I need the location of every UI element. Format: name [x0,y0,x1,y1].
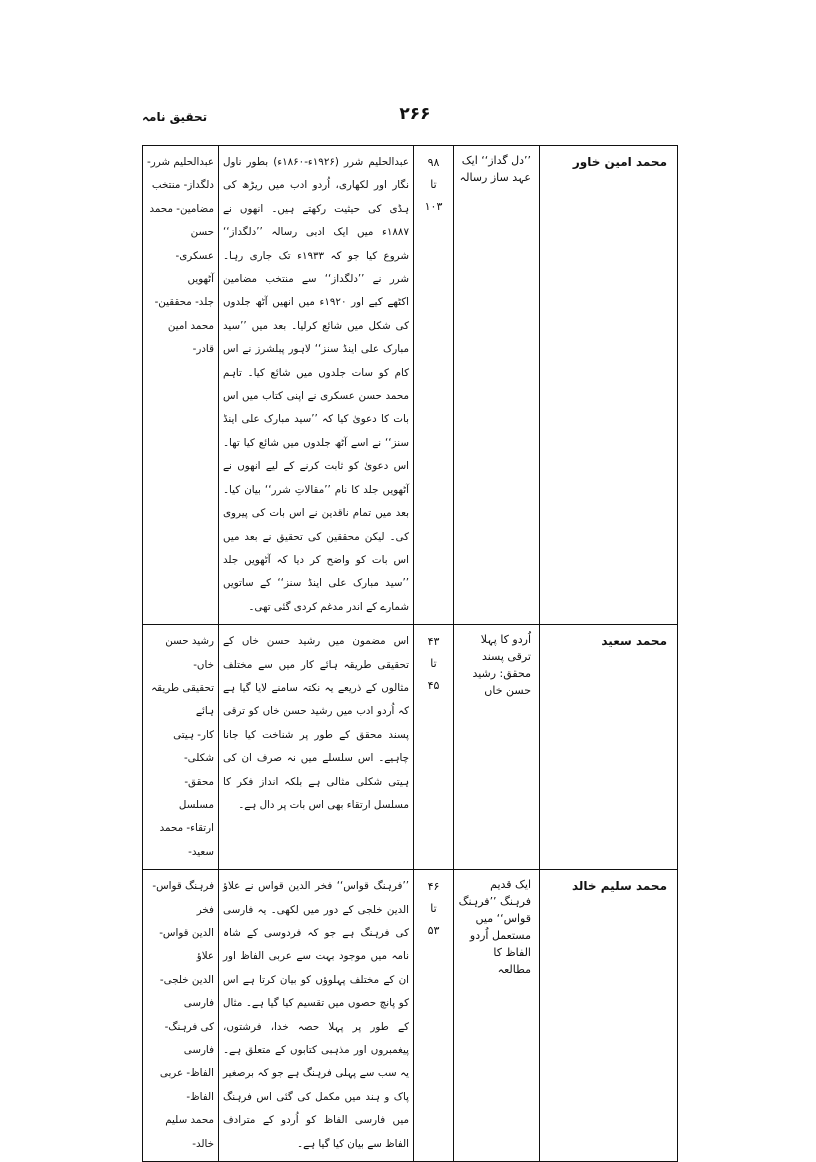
keyword-line: الدین قواس- علاؤ [159,927,214,963]
keyword-line: ارتقاء- محمد سعید- [159,822,214,858]
summary-cell: اس مضمون میں رشید حسن خاں کے تحقیقی طریقہ ہائے کار میں سے مختلف مثالوں کے ذریعے یہ نکتہ سامنے لایا گیا ہے کہ اُردو ادب میں رشید حسن خاں کو ترقی پسند محقق کے طور پر شناخت کیا جانا چاہیے۔ اس سلسلے میں نہ صرف ان کی ہیتی شکلی مثالی ہے بلکہ انداز فکر کا مسلسل ارتقاء بھی اس بات پر دال ہے۔ [219,625,414,870]
author-cell: محمد سعید [540,625,678,870]
summary-cell: عبدالحلیم شرر (۱۹۲۶ء-۱۸۶۰ء) بطور ناول نگار اور لکھاری، اُردو ادب میں ریڑھ کی ہڈی کی حیثیت رکھتے ہیں۔ انھوں نے ۱۸۸۷ء میں ایک ادبی رسالہ ’’دلگداز‘‘ شروع کیا جو کہ ۱۹۳۳ء تک جاری رہا۔ شرر نے ’’دلگداز‘‘ سے منتخب مضامین اکٹھے کیے اور ۱۹۲۰ء میں انھیں آٹھ جلدوں کی شکل میں شائع کرلیا۔ بعد میں ’’سید مبارک علی اینڈ سنز‘‘ لاہور پبلشرز نے اس کام کو سات جلدوں میں شائع کیا۔ تاہم محمد حسن عسکری نے اپنی کتاب میں اس بات کا دعویٰ کیا کہ ’’سید مبارک علی اینڈ سنز‘‘ نے اسے آٹھ جلدوں میں شائع کیا تھا۔ اس دعویٰ کو ثابت کرنے کے لیے انھوں نے آٹھویں جلد کا نام ’’مقالاتِ شرر‘‘ بیان کیا۔ بعد میں تمام ناقدین نے اس بات کی پیروی کی۔ لیکن محققین کی تحقیق نے بعد میں اس بات کو واضح کر دیا کہ آٹھویں جلد ’’سید مبارک علی اینڈ سنز‘‘ کے ساتویں شمارے کے اندر مدغم کردی گئی تھی۔ [219,146,414,625]
page-to: ۱۰۳ [424,200,443,213]
page-to: ۵۳ [427,924,440,938]
page-separator: تا [430,657,437,671]
keyword-line: جلد- محققین- [154,296,214,309]
table-row [143,625,678,870]
article-title-cell: ایک قدیم فرہنگ ’’فرہنگ قواس‘‘ میں مستعمل اُردو الفاظ کا مطالعہ [454,870,540,1162]
page-from: ۴۳ [427,635,440,649]
keywords-cell [143,870,219,1162]
author-cell: محمد سلیم خالد [540,870,678,1162]
page-separator: تا [430,178,437,191]
keyword-line: عبدالحلیم شرر- [147,156,214,168]
running-title: تحقیق نامہ [142,110,208,124]
table-row [143,146,678,625]
keyword-line: الدین خلجی- فارسی [159,973,214,1010]
page-range-cell [414,625,454,870]
article-title-cell: اُردو کا پہلا ترقی پسند محقق: رشید حسن خاں [454,625,540,870]
page-from: ۹۸ [427,156,440,169]
article-title-cell: ’’دل گداز‘‘ ایک عہد ساز رسالہ [454,146,540,625]
keyword-line: رشید حسن خاں- [165,635,214,671]
keyword-line: الفاظ- [186,1090,214,1103]
keyword-line: دلگداز- منتخب [151,179,214,192]
page-range-cell [414,870,454,1162]
keyword-line: تحقیقی طریقہ ہائے [151,681,214,718]
summary-cell: ’’فرہنگ قواس‘‘ فخر الدین قواس نے علاؤ الدین خلجی کے دور میں لکھی۔ یہ فارسی کی فرہنگ ہے جو کہ فردوسی کے شاہ نامہ میں موجود بہت سے عربی الفاظ اور ان کے مختلف پہلوؤں کو بیان کرتا ہے اس کو پانچ حصوں میں تقسیم کیا گیا ہے۔ مثال کے طور پر پہلا حصہ خدا، فرشتوں، پیغمبروں اور مذہبی کتابوں کے متعلق ہے۔ یہ سب سے پہلی فرہنگ ہے جو کہ برصغیر پاک و ہند میں مکمل کی گئی اس فرہنگ میں فارسی الفاظ کو اُردو کے مترادف الفاظ سے بیان کیا گیا ہے۔ [219,870,414,1162]
table-row [143,870,678,1162]
keyword-line: محقق- مسلسل [178,775,214,811]
keyword-line: مضامین- محمد حسن [149,202,214,239]
page-number: ۲۶۶ [399,104,431,124]
keyword-line: کی فرہنگ- فارسی [164,1020,214,1057]
keyword-line: محمد سلیم خالد- [165,1114,214,1150]
page-from: ۴۶ [427,880,440,894]
bibliography-table [142,145,678,1162]
author-cell: محمد امین خاور [540,146,678,625]
page-range-cell [414,146,454,625]
keyword-line: کار- ہیتی شکلی- [173,728,214,765]
keywords-cell [143,146,219,625]
page-to: ۴۵ [427,679,440,693]
keyword-line: الفاظ- عربی [159,1067,214,1080]
keyword-line: محمد امین قادر- [167,319,214,356]
keyword-line: عسکری- آٹھویں [175,249,214,286]
page-header [0,104,816,134]
keyword-line: فرہنگ قواس- فخر [152,880,214,916]
keywords-cell [143,625,219,870]
page-separator: تا [430,902,437,916]
